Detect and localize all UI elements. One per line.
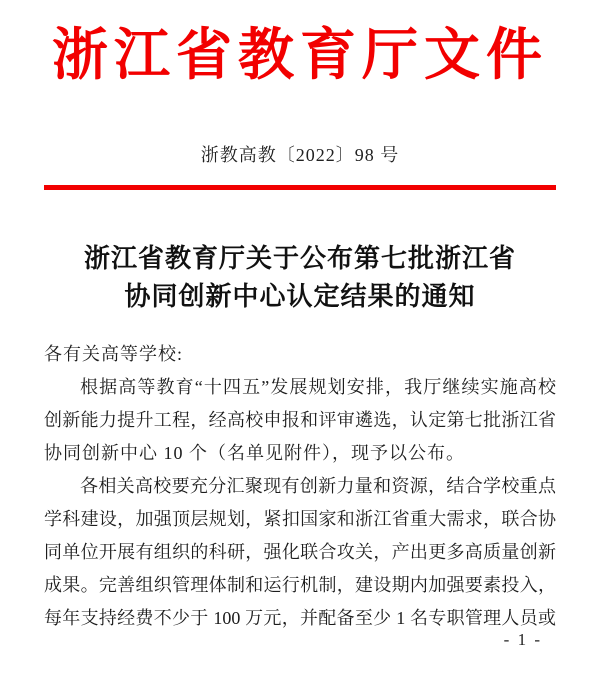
document-body	[44, 338, 556, 635]
paragraph-2-line-3: 同单位开展有组织的科研，强化联合攻关，产出更多高质量创新	[44, 542, 556, 563]
paragraph-2	[44, 470, 556, 635]
document-title-line1: 浙江省教育厅关于公布第七批浙江省	[83, 244, 516, 274]
paragraph-2-line-1: 各相关高校要充分汇聚现有创新力量和资源，结合学校重点	[80, 476, 556, 497]
salutation-line: 各有关高等学校:	[44, 344, 184, 365]
paragraph-1-line-3: 协同创新中心 10 个（名单见附件），现予以公布。	[44, 443, 465, 464]
paragraph-1-line-1: 根据高等教育“十四五”发展规划安排，我厅继续实施高校	[80, 377, 556, 398]
page-number: - 1 -	[503, 630, 542, 649]
document-title-line2: 协同创新中心认定结果的通知	[124, 282, 476, 312]
agency-header-title: 浙江省教育厅文件	[52, 25, 548, 87]
paragraph-2-line-2: 学科建设，加强顶层规划，紧扣国家和浙江省重大需求，联合协	[44, 509, 556, 530]
paragraph-2-line-5: 每年支持经费不少于 100 万元，并配备至少 1 名专职管理人员或	[44, 608, 556, 629]
paragraph-1	[44, 371, 556, 470]
paragraph-1-line-2: 创新能力提升工程，经高校申报和评审遴选，认定第七批浙江省	[44, 410, 556, 431]
document-reference-number: 浙教高教〔2022〕98 号	[200, 145, 400, 166]
red-divider-line	[44, 185, 556, 190]
paragraph-2-line-4: 成果。完善组织管理体制和运行机制，建设期内加强要素投入，	[44, 575, 556, 596]
document-title	[0, 240, 600, 316]
